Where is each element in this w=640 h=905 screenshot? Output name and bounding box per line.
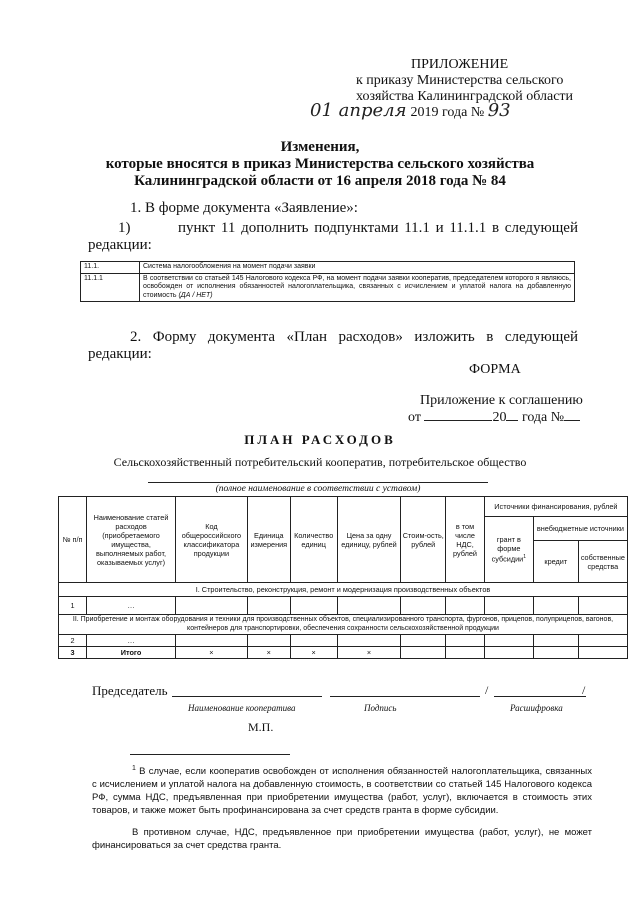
table-total-row (59, 647, 628, 659)
footnote-mark: 1 (132, 765, 136, 772)
caption-coop-name: Наименование кооператива (188, 703, 296, 713)
caption-decode: Расшифровка (510, 703, 563, 713)
section1-item-text-b: редакции: (88, 237, 152, 253)
table-cell (140, 273, 575, 302)
year-blank (506, 408, 518, 421)
table-row (59, 635, 628, 647)
attach-suffix: года № (521, 410, 565, 425)
table-cell (175, 597, 247, 615)
total-cross: × (247, 647, 290, 659)
table-cell (247, 597, 290, 615)
date-line: 2019 года № (410, 105, 485, 120)
total-cross: × (290, 647, 337, 659)
header-code: Код общероссийского классификатора продукции (175, 497, 247, 583)
stamp-label: М.П. (248, 720, 274, 734)
table-cell (290, 597, 337, 615)
table-cell (533, 597, 578, 615)
slash: / (485, 683, 489, 697)
plan-title: ПЛАН РАСХОДОВ (244, 432, 396, 447)
header-own: собственные средства (578, 541, 627, 583)
row2-num: 2 (59, 635, 87, 647)
attach-mid: 20 (492, 410, 507, 425)
footnote-para2: В противном случае, НДС, предъявленное при приобретении имущества (работ, услуг), не может финансироваться за счет средства гранта. (92, 827, 592, 851)
number-blank (564, 408, 580, 421)
row2-name: … (87, 635, 176, 647)
form-label: ФОРМА (469, 362, 521, 377)
table-section-row (59, 615, 628, 635)
header-qty: Количество единиц (290, 497, 337, 583)
table-cell: 11.1. (81, 262, 140, 274)
header-vat: в том числе НДС, рублей (446, 497, 485, 583)
attach-line2 (408, 408, 580, 426)
row3-num: 3 (59, 647, 87, 659)
table-cell (401, 597, 446, 615)
table-cell: Система налогообложения на момент подачи заявки (140, 262, 575, 274)
attach-prefix: от (408, 410, 421, 425)
date-blank (424, 408, 492, 421)
table-cell (337, 635, 401, 647)
table-cell (578, 597, 627, 615)
header-name: Наименование статей расходов (приобретаемого имущества, выполняемых работ, оказываемых услуг) (87, 497, 176, 583)
table-cell: 11.1.1 (81, 273, 140, 302)
header-unit: Единица измерения (247, 497, 290, 583)
table-row (81, 262, 575, 274)
header-grant-text: грант в форме субсидии (491, 535, 524, 564)
table-cell (446, 597, 485, 615)
section1-title-cell: I. Строительство, реконструкция, ремонт и модернизация производственных объектов (59, 583, 628, 597)
header-cost: Стоим-ость, рублей (401, 497, 446, 583)
table-cell (484, 647, 533, 659)
tax-system-table (80, 261, 575, 302)
appendix-line1: к приказу Министерства сельского (356, 73, 564, 88)
table-row (59, 597, 628, 615)
header-credit: кредит (533, 541, 578, 583)
table-cell-text: В соответствии со статьей 145 Налогового кодекса РФ, на момент подачи заявки кооператив, председателем которого я являюсь, освобожден от исполнения обязанностей налогоплательщика, связанных с исчислением и уплатой налога на добавленную стоимость (143, 274, 571, 299)
table-row (81, 273, 575, 302)
section2-text: 2. Форму документа «План расходов» изложить в следующей (130, 329, 578, 345)
org-line: Сельскохозяйственный потребительский кооператив, потребительское общество (113, 455, 527, 469)
header-sources: Источники финансирования, рублей (484, 497, 627, 517)
row3-name: Итого (87, 647, 176, 659)
footnote-text1: В случае, если кооператив освобожден от исполнения обязанностей налогоплательщика, связанных с исчислением и уплатой налога на добавленную стоимость, в соответствии со статьей 145 Налогового кодекса РФ, сумма НДС, предъявленная при приобретении имущества (работ, услуг), включается в стоимость этих товаров, и также может быть профинансирована за счет средств гранта в форме субсидии. (92, 766, 592, 817)
title-line3: Калининградской области от 16 апреля 2018 года № 84 (134, 173, 506, 189)
yes-no-suffix: (ДА / НЕТ) (178, 291, 213, 299)
table-cell (290, 635, 337, 647)
caption-sign: Подпись (364, 703, 397, 713)
table-cell (446, 647, 485, 659)
org-caption: (полное наименование в соответствии с уставом) (215, 484, 421, 494)
header-grant-fn: 1 (523, 554, 527, 561)
table-cell (337, 597, 401, 615)
total-cross: × (337, 647, 401, 659)
row1-name: … (87, 597, 176, 615)
total-cross: × (175, 647, 247, 659)
section2-text-b: редакции: (88, 346, 152, 362)
appendix-title: ПРИЛОЖЕНИЕ (411, 57, 509, 72)
header-num: № п/п (59, 497, 87, 583)
table-cell (533, 647, 578, 659)
table-cell (578, 647, 627, 659)
section2-title-cell: II. Приобретение и монтаж оборудования и техники для производственных объектов, специализированного транспорта, фургонов, прицепов, полуприцепов, вагонов, контейнеров для транспортировки, обеспечения сохранности сельскохозяйственной продукции (59, 615, 628, 635)
table-cell (401, 647, 446, 659)
attach-line1: Приложение к соглашению (420, 393, 583, 408)
sign-line (330, 696, 480, 697)
coop-name-line (172, 696, 322, 697)
section1-item-text: пункт 11 дополнить подпунктами 11.1 и 11.1.1 в следующей (178, 220, 578, 236)
table-cell (484, 597, 533, 615)
table-cell (533, 635, 578, 647)
expense-plan-table (58, 496, 628, 659)
table-cell (446, 635, 485, 647)
footnote-para1 (92, 762, 592, 817)
table-cell (247, 635, 290, 647)
table-cell (484, 635, 533, 647)
header-price: Цена за одну единицу, рублей (337, 497, 401, 583)
org-underline (148, 482, 488, 483)
section1-heading: 1. В форме документа «Заявление»: (130, 200, 358, 216)
table-cell (401, 635, 446, 647)
section1-item-num: 1) (118, 220, 131, 236)
footnote-separator (130, 754, 290, 755)
decode-line (494, 696, 586, 697)
appendix-line2: хозяйства Калининградской области (356, 89, 574, 104)
header-extra: внебюджетные источники (533, 517, 627, 541)
handwritten-number: 93 (487, 100, 511, 121)
handwritten-date: 01 апреля (310, 100, 407, 121)
chairman-label: Председатель (92, 683, 168, 698)
title-line1: Изменения, (280, 139, 360, 155)
row1-num: 1 (59, 597, 87, 615)
header-grant (484, 517, 533, 583)
slash: / (582, 683, 586, 697)
title-line2: которые вносятся в приказ Министерства сельского хозяйства (105, 156, 535, 172)
appendix-date (310, 102, 511, 121)
table-cell (175, 635, 247, 647)
table-section-row (59, 583, 628, 597)
table-cell (578, 635, 627, 647)
table-header-row (59, 497, 628, 517)
